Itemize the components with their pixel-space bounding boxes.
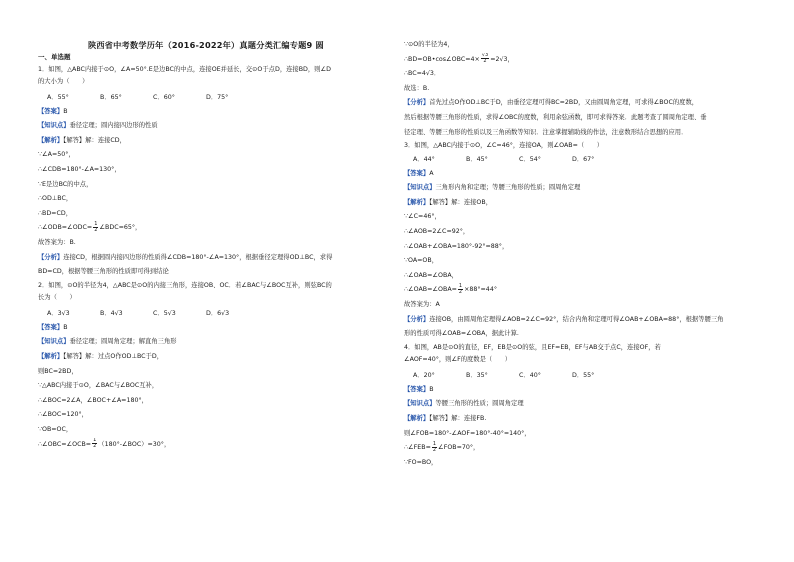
q1-analysis	[38, 134, 390, 149]
q2-stem-line-2: 长为（ ）	[38, 294, 76, 302]
q2-option-d: D．6√3	[206, 309, 230, 317]
q2c-review-line-1: 【分析】首先过点O作OD⊥BC于D，由垂径定理可得BC=2BD，又由圆周角定理，可求得∠BOC的度数，	[404, 99, 699, 107]
q3-knowledge: 【知识点】三角形内角和定理；等腰三角形的性质；圆周角定理	[404, 184, 581, 192]
q2-step-fraction: ∴∠OBC=∠OCB= $\frac{1}{2}$ （180°-∠BOC）=30°，	[38, 437, 171, 450]
fraction: $\frac{1}{2}$	[93, 437, 97, 450]
q2-analysis: 【解析】【解答】解：过点O作OD⊥BC于D，	[38, 353, 164, 360]
analysis-tag: 【解析】	[38, 136, 64, 144]
q1-stem-line-1: 1．如图，△ABC内接于⊙O，∠A=50°.E是边BC的中点，连接OE并延长，交⊙O于点D，连接BD，则∠D	[38, 65, 331, 73]
q4-knowledge: 【知识点】等腰三角形的性质；圆周角定理	[404, 400, 524, 408]
q2-answer: 【答案】B	[38, 323, 68, 331]
question-3	[404, 140, 760, 342]
q2-option-c: C．5√3	[153, 309, 176, 317]
q4-analysis: 【解析】【解答】解：连接FB.	[404, 415, 487, 423]
q3-step: ∵∠C=46°，	[404, 213, 441, 221]
q4-step-fraction: ∴∠FEB= $\frac{1}{2}$ ∠FOB=70°，	[404, 441, 480, 453]
q4-option-b: B．35°	[466, 371, 488, 379]
q4-option-c: C．40°	[519, 371, 541, 379]
q2c-line: ∴BC=4√3．	[404, 70, 441, 78]
q1-review-line-2: BD=CD，根据等腰三角形的性质即可得到结论	[38, 268, 169, 276]
q3-step: ∴∠OAB=∠OBA，	[404, 271, 458, 279]
q1-step: 故答案为：B.	[38, 238, 76, 246]
q3-option-a: A．44°	[413, 155, 435, 163]
q2-option-b: B．4√3	[100, 309, 123, 317]
question-2-continued	[404, 38, 760, 140]
q1-knowledge	[38, 119, 390, 134]
q3-step: ∴∠AOB=2∠C=92°，	[404, 228, 470, 236]
fraction: $\frac{1}{2}$	[458, 283, 463, 295]
question-2	[38, 280, 390, 452]
question-1	[38, 64, 390, 280]
question-4	[404, 342, 760, 471]
q3-stem: 3．如图，△ABC内接于⊙O，∠C=46°，连接OA，则∠OAB=（ ）	[404, 142, 604, 150]
q2c-review-line-3: 径定理、等腰三角形的性质以及三角函数等知识．注意掌握辅助线的作法，注意数形结合思想的应用．	[404, 128, 688, 136]
q1-option-a: A．55°	[47, 93, 69, 101]
q1-knowledge-value: 垂径定理；圆内接四边形的性质	[69, 122, 158, 130]
q3-review-line-1: 【分析】连接OB，由圆周角定理得∠AOB=2∠C=92°，结合内角和定理可得∠OAB+∠OBA=88°，根据等腰三角	[404, 315, 724, 323]
q4-option-d: D．55°	[572, 371, 595, 379]
q1-option-b: B．65°	[100, 93, 122, 101]
q1-review-line-1: 【分析】连接CD，根据圆内接四边形的性质得∠CDB=180°-∠A=130°，根据垂径定理得OD⊥BC，求得	[38, 253, 333, 261]
q4-stem-line-1: 4．如图，AB是⊙O的直径，EF，EB是⊙O的弦，且EF=EB，EF与AB交于点C，连接OF，若	[404, 343, 661, 351]
q1-stem-line-2: 的大小为（ ）	[38, 78, 89, 85]
q2-step: ∵△ABC内接于⊙O，∠BAC与∠BOC互补，	[38, 382, 159, 390]
q2c-line: ∵⊙O的半径为4，	[404, 41, 454, 48]
q3-step: ∵OA=OB，	[404, 257, 439, 265]
q1-answer-value: B	[63, 107, 68, 115]
q2-option-a: A．3√3	[47, 309, 70, 317]
q4-step: ∵FO=BO，	[404, 458, 438, 466]
fraction: $\frac{√3}{2}$	[481, 52, 489, 65]
q2-step: ∴∠BOC=120°，	[38, 411, 88, 419]
review-tag: 【分析】	[38, 253, 64, 261]
q4-answer: 【答案】B	[404, 385, 434, 393]
q4-stem-line-2: ∠AOF=40°，则∠F的度数是（ ）	[404, 356, 512, 364]
q3-options	[404, 152, 760, 167]
q3-step: ∴∠OAB+∠OBA=180°-92°=88°，	[404, 242, 509, 250]
q1-option-c: C．60°	[153, 93, 175, 101]
q1-step: ∴BD=CD，	[38, 209, 72, 217]
answer-tag: 【答案】	[38, 107, 64, 115]
q1-step: ∴OD⊥BC，	[38, 195, 73, 203]
q1-analysis-head: 【解答】解：连接CD，	[63, 136, 126, 144]
q1-option-d: D．75°	[206, 93, 229, 101]
q1-step: ∵E是边BC的中点，	[38, 180, 93, 188]
q2-step: ∴∠BOC=2∠A，∠BOC+∠A=180°，	[38, 396, 148, 404]
q2c-line: 故选：B.	[404, 84, 430, 92]
left-column	[38, 36, 390, 452]
q3-option-b: B．45°	[466, 155, 488, 163]
fraction: $\frac{1}{2}$	[432, 441, 437, 453]
q2-step: ∵OB=OC，	[38, 425, 73, 433]
q3-step: 故答案为：A	[404, 301, 440, 308]
q2-step: 则BC=2BD，	[38, 367, 78, 375]
q3-step-fraction: ∴∠OAB=∠OBA= $\frac{1}{2}$ ×88°=44°	[404, 283, 497, 295]
q4-option-a: A．20°	[413, 371, 435, 379]
q1-step-fraction: ∴∠ODB=∠ODC= $\frac{1}{2}$ ∠BDC=65°，	[38, 221, 142, 233]
q1-step: ∵∠A=50°，	[38, 151, 75, 159]
q1-options	[38, 90, 390, 105]
q3-review-line-2: 形的性质可得∠OAB=∠OBA，据此计算.	[404, 330, 519, 338]
q4-step: 则∠FOB=180°-∠AOF=180°-40°=140°，	[404, 429, 531, 437]
q3-analysis: 【解析】【解答】解：连接OB，	[404, 198, 492, 206]
q2-knowledge: 【知识点】垂径定理；圆周角定理；解直角三角形	[38, 338, 177, 346]
q1-answer	[38, 105, 390, 120]
q2-options	[38, 306, 390, 321]
q2c-line-fraction: ∴BD=OB•cos∠OBC=4× $\frac{√3}{2}$ =2√3，	[404, 52, 514, 65]
q3-option-d: D．67°	[572, 155, 595, 163]
q1-step: ∴∠CDB=180°-∠A=130°，	[38, 165, 121, 173]
right-column	[404, 38, 760, 470]
q3-answer: 【答案】A	[404, 169, 434, 177]
section-heading: 一、单选题	[38, 53, 71, 61]
q2-stem-line-1: 2．如图，⊙O的半径为4，△ABC是⊙O的内接三角形，连接OB、OC．若∠BAC与∠BOC互补，则弦BC的	[38, 281, 332, 289]
knowledge-tag: 【知识点】	[38, 122, 70, 130]
q4-options	[404, 368, 760, 383]
q2c-review-line-2: 然后根据等腰三角形的性质，求得∠OBC的度数，利用余弦函数，即可求得答案．此题考查了圆周角定理、垂	[404, 113, 707, 121]
page-title: 陕西省中考数学历年（2016-2022年）真题分类汇编专题9 圆	[88, 40, 324, 50]
fraction: $\frac{1}{2}$	[94, 221, 98, 233]
q3-option-c: C．54°	[519, 155, 541, 163]
